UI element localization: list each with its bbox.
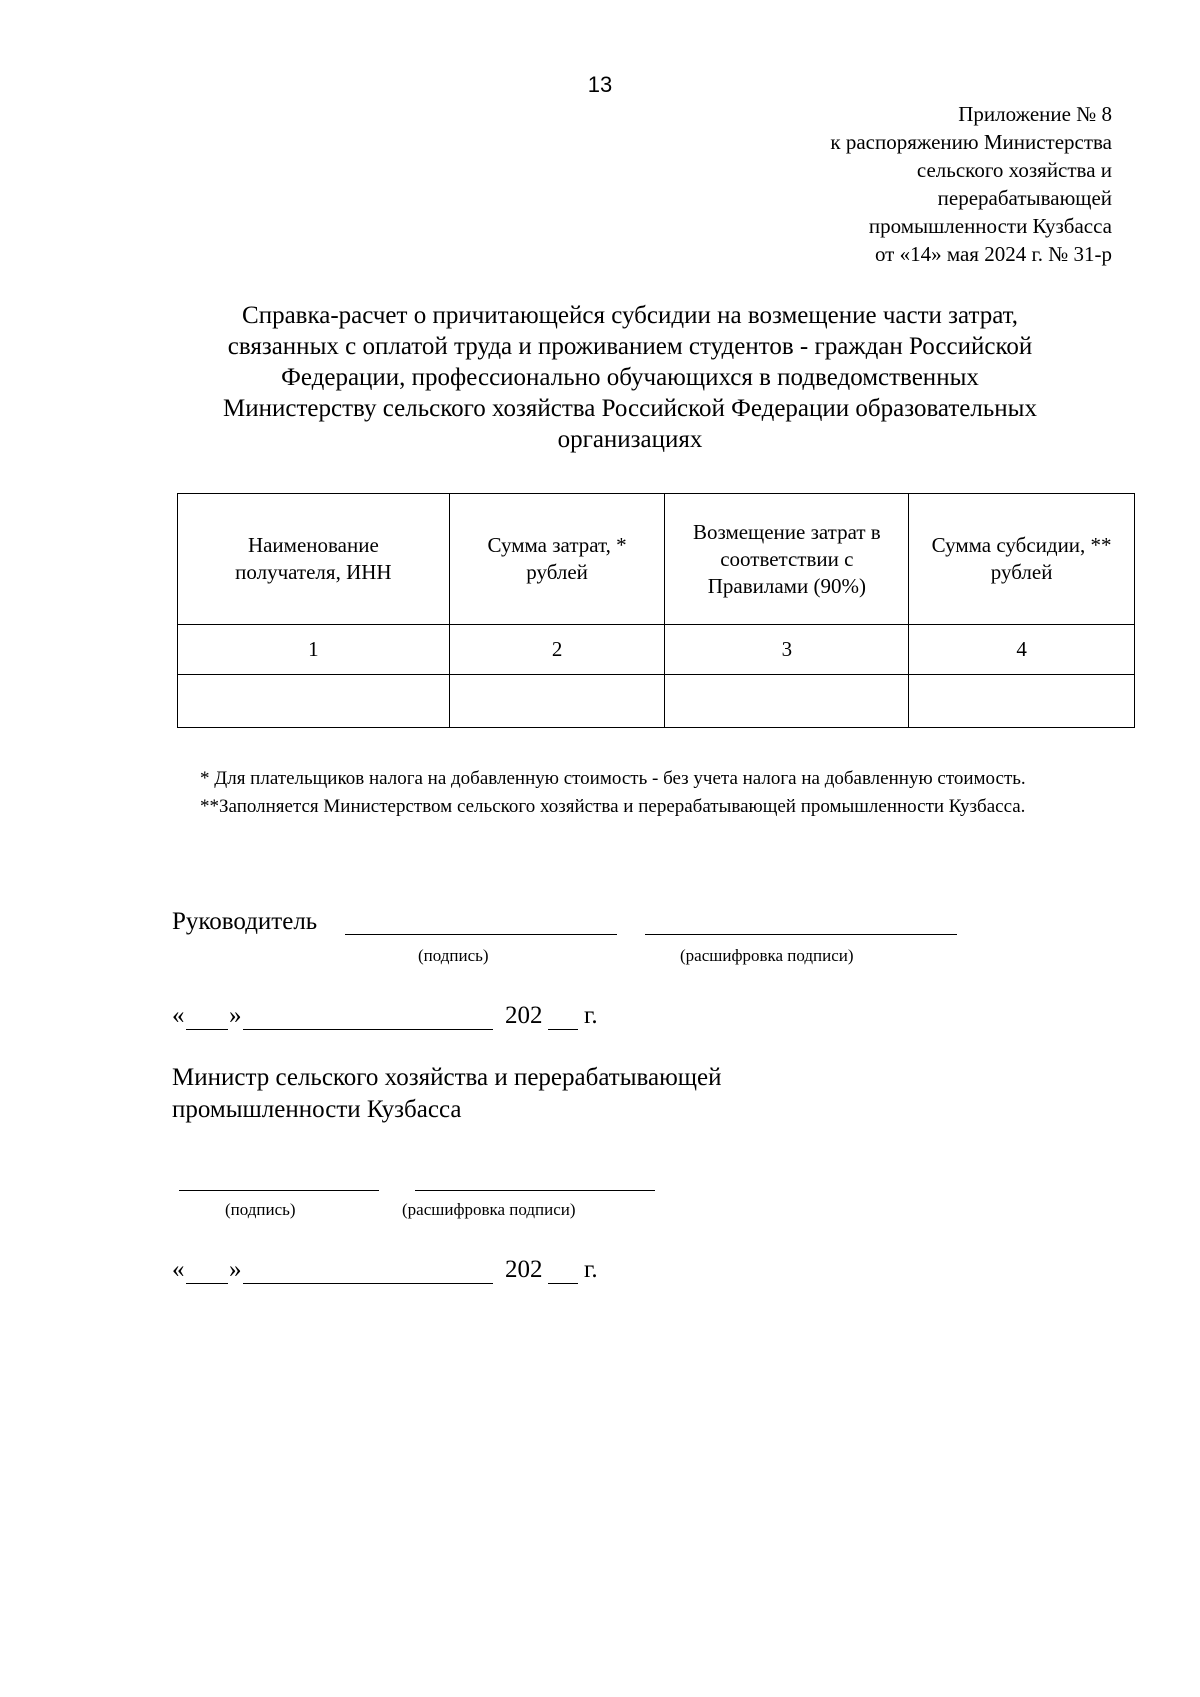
- appendix-line: от «14» мая 2024 г. № 31-р: [874, 242, 1112, 266]
- header-line: получателя, ИНН: [235, 560, 392, 584]
- minister-decoding-line[interactable]: [415, 1190, 655, 1191]
- column-number: 3: [665, 625, 909, 675]
- month2-line[interactable]: [243, 1283, 493, 1284]
- title-line: Министерству сельского хозяйства Российской Федерации образовательных: [223, 395, 1037, 422]
- header-line: Правилами (90%): [707, 573, 866, 598]
- decoding-line[interactable]: [645, 934, 957, 935]
- signature-line[interactable]: [345, 934, 617, 935]
- appendix-block: [830, 100, 1112, 268]
- table-number-row: [178, 625, 1135, 675]
- subsidy-cell[interactable]: [909, 675, 1135, 728]
- minister-signature-line[interactable]: [179, 1190, 379, 1191]
- year-line[interactable]: [548, 1029, 578, 1030]
- document-title: [160, 300, 1100, 455]
- header-line: Сумма затрат, *: [487, 533, 627, 557]
- minister-title: [172, 1062, 721, 1126]
- header-line: Возмещение затрат в: [692, 519, 881, 544]
- decoding-caption: (расшифровка подписи): [680, 946, 854, 965]
- header-costs: [449, 494, 665, 625]
- year2-line[interactable]: [548, 1283, 578, 1284]
- day2-line[interactable]: [186, 1283, 228, 1284]
- title-line: связанных с оплатой труда и проживанием студентов - граждан Российской: [227, 333, 1033, 360]
- header-line: Наименование: [247, 533, 379, 557]
- footnote-ministry: **Заполняется Министерством сельского хозяйства и перерабатывающей промышленности Кузбасса.: [200, 796, 1026, 817]
- header-subsidy: [909, 494, 1135, 625]
- appendix-line: к распоряжению Министерства: [830, 130, 1112, 154]
- table-header-row: [178, 494, 1135, 625]
- title-line: организациях: [557, 426, 703, 453]
- recipient-cell[interactable]: [178, 675, 450, 728]
- column-number: 4: [909, 625, 1135, 675]
- calculation-table: [177, 493, 1135, 728]
- year-suffix: г.: [584, 1002, 598, 1029]
- appendix-line: Приложение № 8: [958, 102, 1112, 126]
- minister-decoding-caption: (расшифровка подписи): [402, 1200, 576, 1219]
- year2-suffix: г.: [584, 1256, 598, 1283]
- reimbursement-cell[interactable]: [665, 675, 909, 728]
- minister-line: Министр сельского хозяйства и перерабатывающей: [172, 1064, 722, 1091]
- table-data-row: [178, 675, 1135, 728]
- appendix-line: промышленности Кузбасса: [868, 214, 1112, 238]
- page-number: 13: [587, 72, 613, 97]
- costs-cell[interactable]: [449, 675, 665, 728]
- year-prefix: 202: [505, 1002, 543, 1029]
- footnote-vat: * Для плательщиков налога на добавленную стоимость - без учета налога на добавленную стоимость.: [200, 768, 1026, 789]
- header-reimbursement: [665, 494, 909, 625]
- header-line: Сумма субсидии, **: [931, 533, 1112, 557]
- header-line: соответствии с: [720, 546, 854, 571]
- header-recipient: [178, 494, 450, 625]
- column-number: 2: [449, 625, 665, 675]
- date-close-quote: »: [229, 1002, 242, 1029]
- appendix-line: перерабатывающей: [937, 186, 1112, 210]
- head-label: Руководитель: [172, 908, 318, 935]
- header-line: рублей: [990, 560, 1053, 584]
- column-number: 1: [178, 625, 450, 675]
- title-line: Справка-расчет о причитающейся субсидии на возмещение части затрат,: [242, 302, 1018, 329]
- minister-signature-caption: (подпись): [225, 1200, 296, 1219]
- date2-open-quote: «: [172, 1256, 185, 1283]
- minister-line: промышленности Кузбасса: [172, 1096, 462, 1123]
- header-line: рублей: [526, 560, 588, 584]
- signature-caption: (подпись): [418, 946, 489, 965]
- day-line[interactable]: [186, 1029, 228, 1030]
- footnotes: [172, 765, 1116, 821]
- date2-close-quote: »: [229, 1256, 242, 1283]
- month-line[interactable]: [243, 1029, 493, 1030]
- year2-prefix: 202: [505, 1256, 543, 1283]
- date-open-quote: «: [172, 1002, 185, 1029]
- title-line: Федерации, профессионально обучающихся в подведомственных: [281, 364, 979, 391]
- appendix-line: сельского хозяйства и: [916, 158, 1112, 182]
